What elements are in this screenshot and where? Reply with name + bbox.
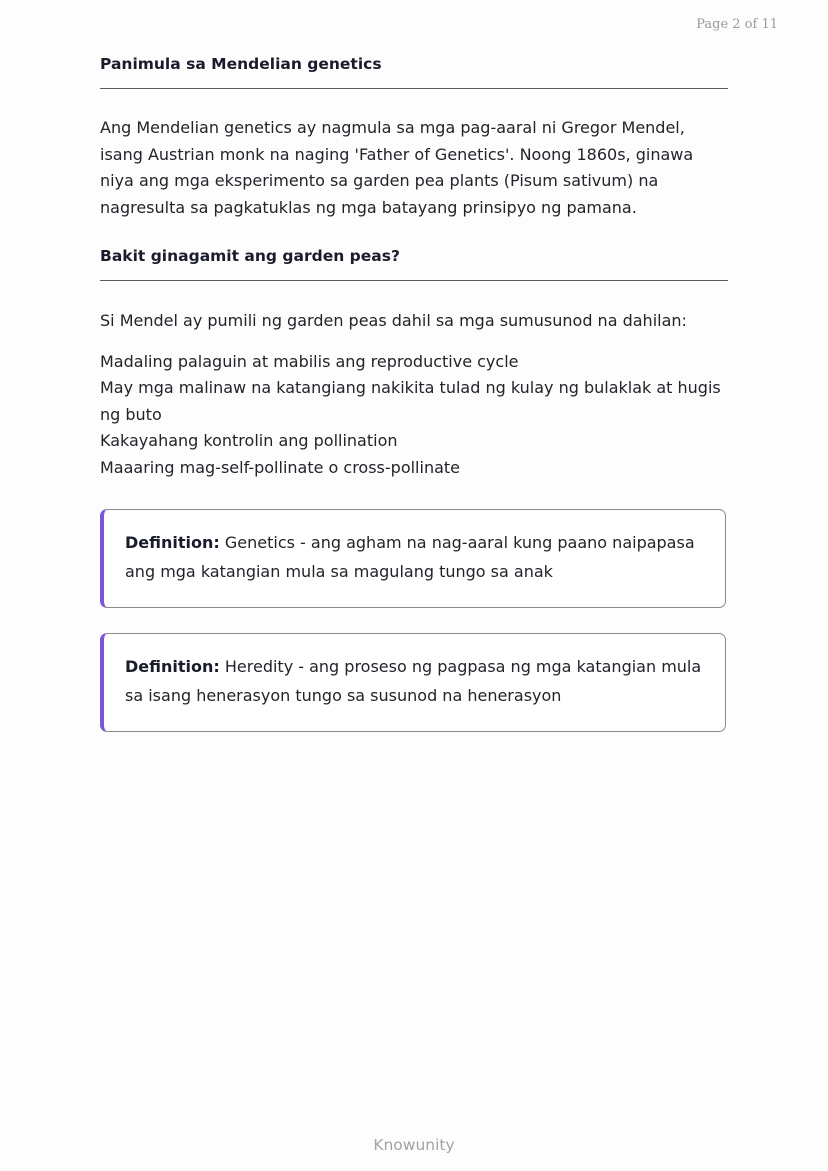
footer-brand: Knowunity [373,1136,455,1154]
definition-box-heredity [100,633,726,732]
definition-text [125,653,703,710]
section-heading-intro: Panimula sa Mendelian genetics [100,52,728,89]
reasons-intro-paragraph: Si Mendel ay pumili ng garden peas dahil sa mga sumusunod na dahilan: [100,311,687,330]
definition-body: Heredity - ang proseso ng pagpasa ng mga katangian mula sa isang henerasyon tungo sa susunod na henerasyon [125,657,702,705]
definition-label: Definition: [125,533,220,552]
definition-body: Genetics - ang agham na nag-aaral kung paano naipapasa ang mga katangian mula sa magulang tungo sa anak [125,533,695,581]
reasons-list [100,349,728,482]
definition-label: Definition: [125,657,220,676]
list-item: Madaling palaguin at mabilis ang reproductive cycle [100,351,519,371]
list-item: Maaaring mag-self-pollinate o cross-pollinate [100,457,461,477]
section-heading-why-peas: Bakit ginagamit ang garden peas? [100,244,728,281]
list-item: May mga malinaw na katangiang nakikita tulad ng kulay ng bulaklak at hugis ng buto [100,378,721,424]
definition-text [125,529,703,586]
document-body [100,52,728,481]
intro-paragraph: Ang Mendelian genetics ay nagmula sa mga pag-aaral ni Gregor Mendel, isang Austrian monk na naging 'Father of Genetics'. Noong 1860s, ginawa niya ang mga eksperimento sa garden pea plants (Pisum sativum) na nagresulta sa pagkatuklas ng mga batayang prinsipyo ng pamana. [100,118,694,217]
definition-box-genetics [100,509,726,608]
page-number: Page 2 of 11 [696,17,778,32]
list-item: Kakayahang kontrolin ang pollination [100,431,398,450]
